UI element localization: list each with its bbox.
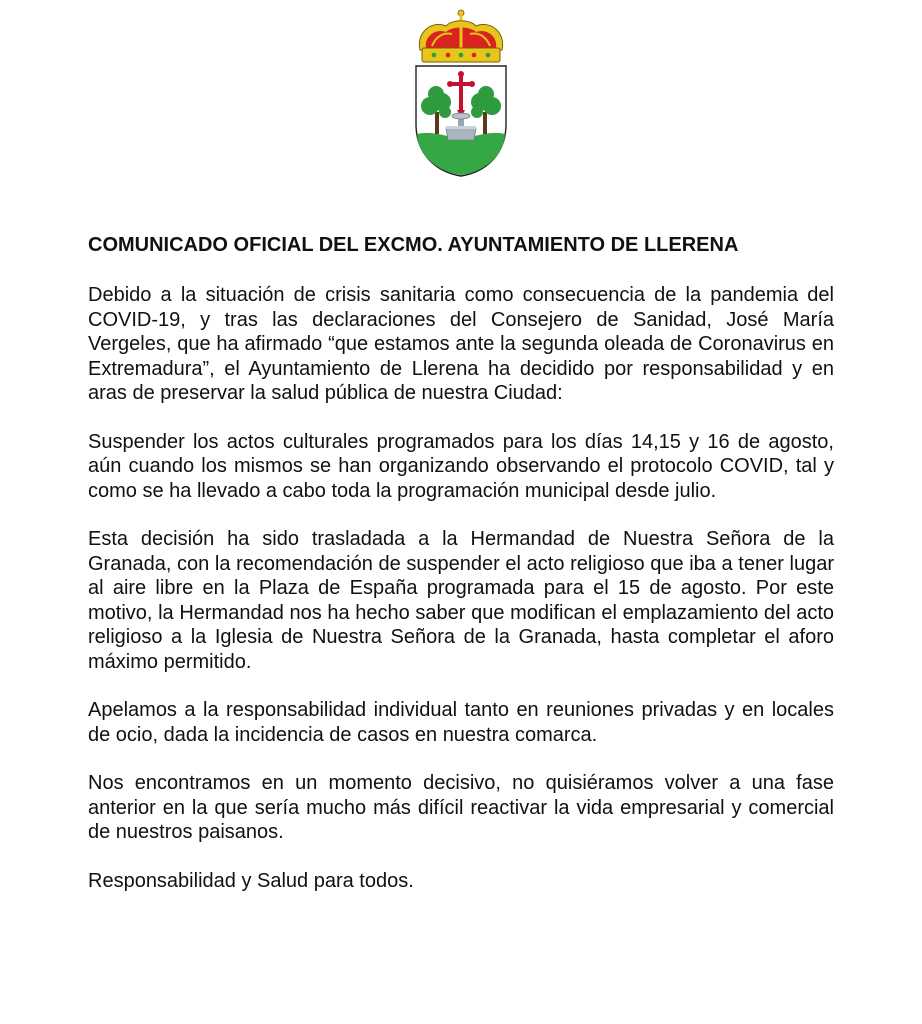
paragraph-appeal: Apelamos a la responsabilidad individual tanto en reuniones privadas y en locales de ocio, dada la incidencia de casos en nuestra comarca.: [88, 699, 834, 746]
paragraph-hermandad: Esta decisión ha sido trasladada a la Hermandad de Nuestra Señora de la Granada, con la recomendación de suspender el acto religioso que iba a tener lugar al aire libre en la Plaza de España programada para el 15 de agosto. Por este motivo, la Hermandad nos ha hecho saber que modifican el emplazamiento del acto religioso a la Iglesia de Nuestra Señora de la Granada, hasta completar el aforo máximo permitido.: [88, 528, 834, 673]
communique-body: [88, 233, 834, 917]
paragraph-decisive-moment: Nos encontramos en un momento decisivo, no quisiéramos volver a una fase anterior en la que sería mucho más difícil reactivar la vida empresarial y comercial de nuestros paisanos.: [88, 772, 834, 843]
communique-title: COMUNICADO OFICIAL DEL EXCMO. AYUNTAMIENTO DE LLERENA: [88, 234, 739, 256]
paragraph-context: Debido a la situación de crisis sanitaria como consecuencia de la pandemia del COVID-19, y tras las declaraciones del Consejero de Sanidad, José María Vergeles, que ha afirmado “que estamos ante la segunda oleada de Coronavirus en Extremadura”, el Ayuntamiento de Llerena ha decidido por responsabilidad y en aras de preservar la salud pública de nuestra Ciudad:: [88, 284, 834, 404]
paragraph-closing: Responsabilidad y Salud para todos.: [88, 869, 414, 892]
municipal-coat-of-arms-icon: [412, 6, 510, 180]
paragraph-suspension: Suspender los actos culturales programados para los días 14,15 y 16 de agosto, aún cuando los mismos se han organizando observando el protocolo COVID, tal y como se ha llevado a cabo toda la programación municipal desde julio.: [88, 430, 834, 502]
